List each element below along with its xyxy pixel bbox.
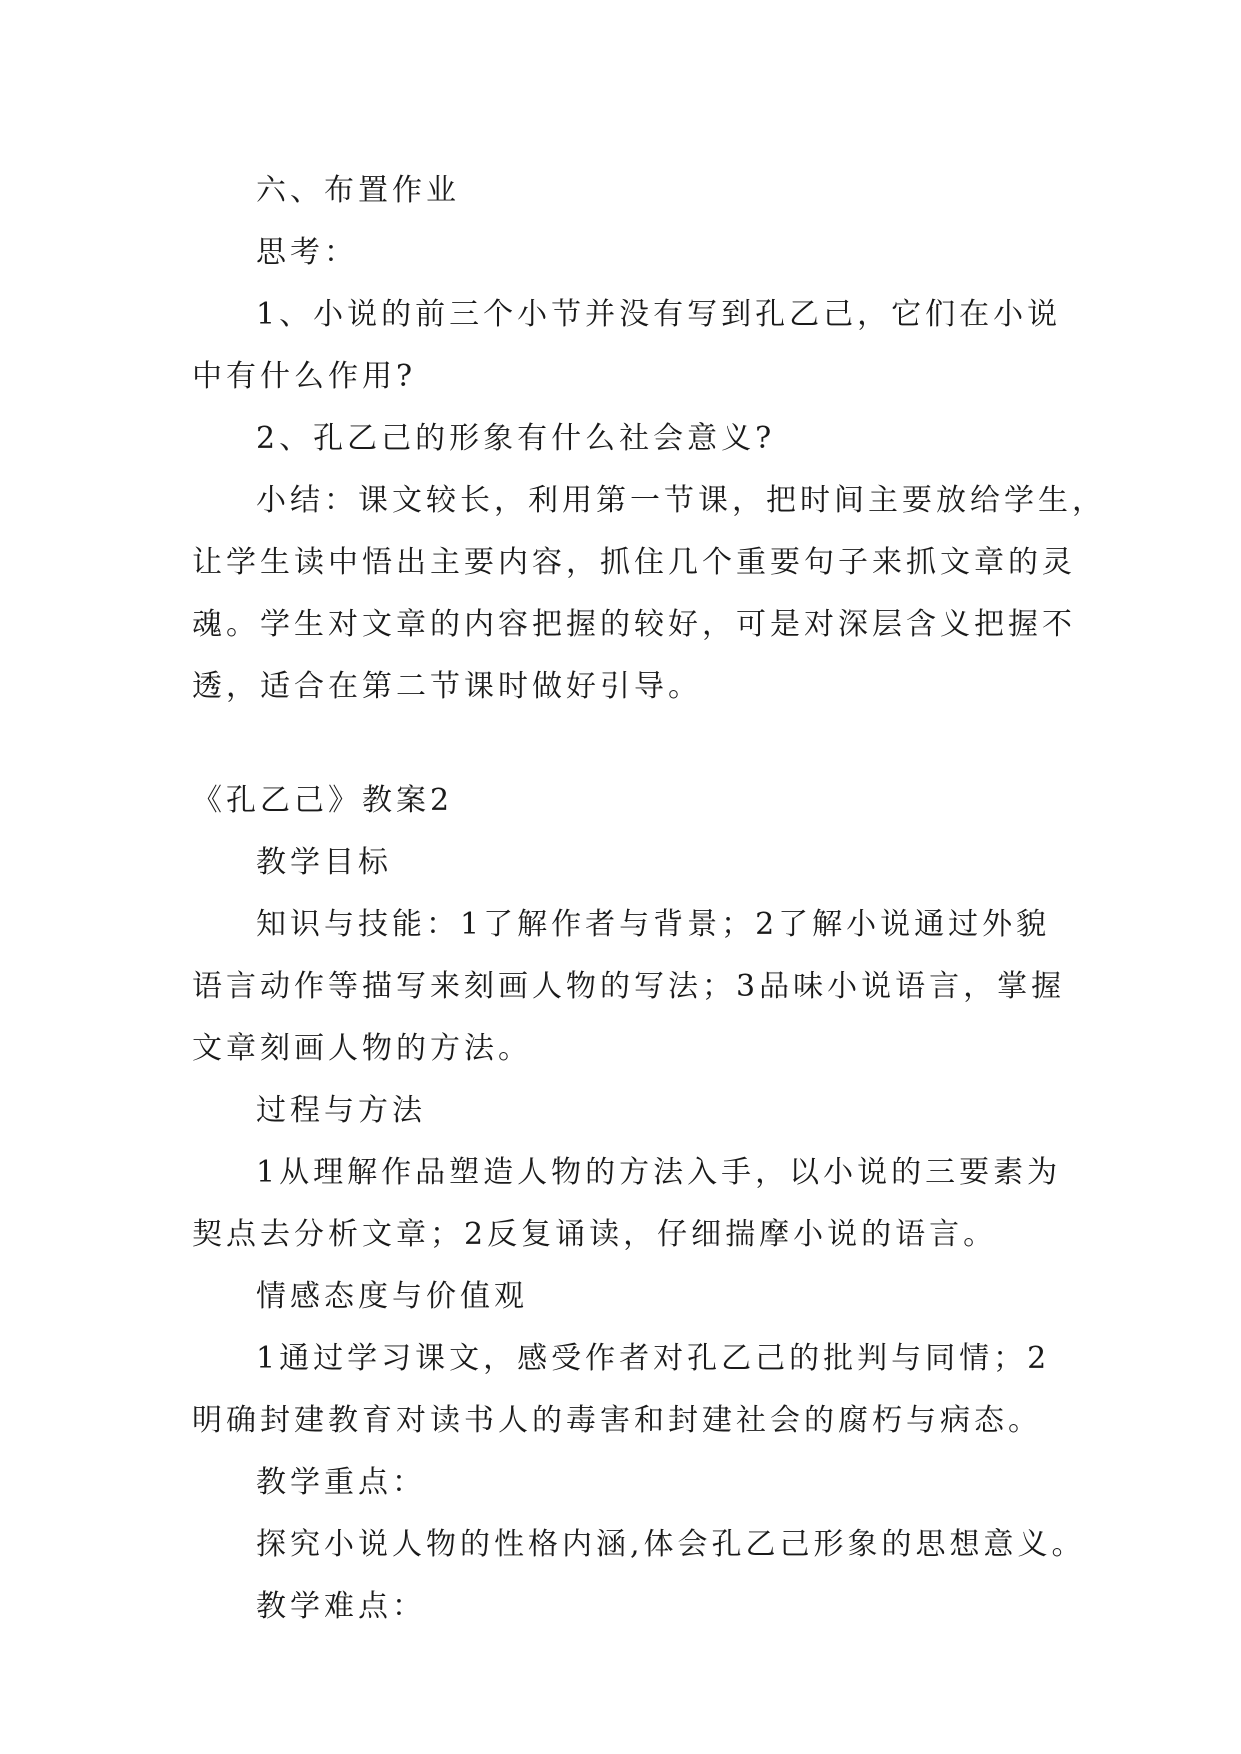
process-label: 过程与方法 <box>256 1093 426 1128</box>
process-line-2: 契点去分析文章；2反复诵读，仔细揣摩小说的语言。 <box>192 1217 998 1252</box>
document-page <box>192 160 1106 1638</box>
summary-line-4: 透，适合在第二节课时做好引导。 <box>192 669 702 704</box>
emotion-label: 情感态度与价值观 <box>256 1279 528 1314</box>
question-2: 2、孔乙己的形象有什么社会意义? <box>256 421 776 456</box>
summary-line-2: 让学生读中悟出主要内容，抓住几个重要句子来抓文章的灵 <box>192 545 1076 580</box>
think-label: 思考： <box>256 235 358 270</box>
emotion-line-1: 1通过学习课文，感受作者对孔乙己的批判与同情；2 <box>256 1341 1051 1376</box>
key-point-text: 探究小说人物的性格内涵,体会孔乙己形象的思想意义。 <box>256 1527 1086 1562</box>
lesson-plan-title: 《孔乙己》教案2 <box>192 783 454 818</box>
objectives-label: 教学目标 <box>256 845 392 880</box>
emotion-line-2: 明确封建教育对读书人的毒害和封建社会的腐朽与病态。 <box>192 1403 1042 1438</box>
knowledge-line-3: 文章刻画人物的方法。 <box>192 1031 532 1066</box>
question-1-line-2: 中有什么作用? <box>192 359 417 394</box>
process-line-1: 1从理解作品塑造人物的方法入手，以小说的三要素为 <box>256 1155 1062 1190</box>
section-spacer <box>192 718 1052 770</box>
section-heading: 六、布置作业 <box>256 173 460 208</box>
knowledge-line-2: 语言动作等描写来刻画人物的写法；3品味小说语言，掌握 <box>192 969 1066 1004</box>
knowledge-line-1: 知识与技能：1了解作者与背景；2了解小说通过外貌 <box>256 907 1051 942</box>
question-1-line-1: 1、小说的前三个小节并没有写到孔乙己，它们在小说 <box>256 297 1062 332</box>
key-point-label: 教学重点： <box>256 1465 426 1500</box>
summary-line-3: 魂。学生对文章的内容把握的较好，可是对深层含义把握不 <box>192 607 1076 642</box>
summary-line-1: 小结：课文较长，利用第一节课，把时间主要放给学生， <box>256 483 1106 518</box>
difficulty-label: 教学难点： <box>256 1589 426 1624</box>
